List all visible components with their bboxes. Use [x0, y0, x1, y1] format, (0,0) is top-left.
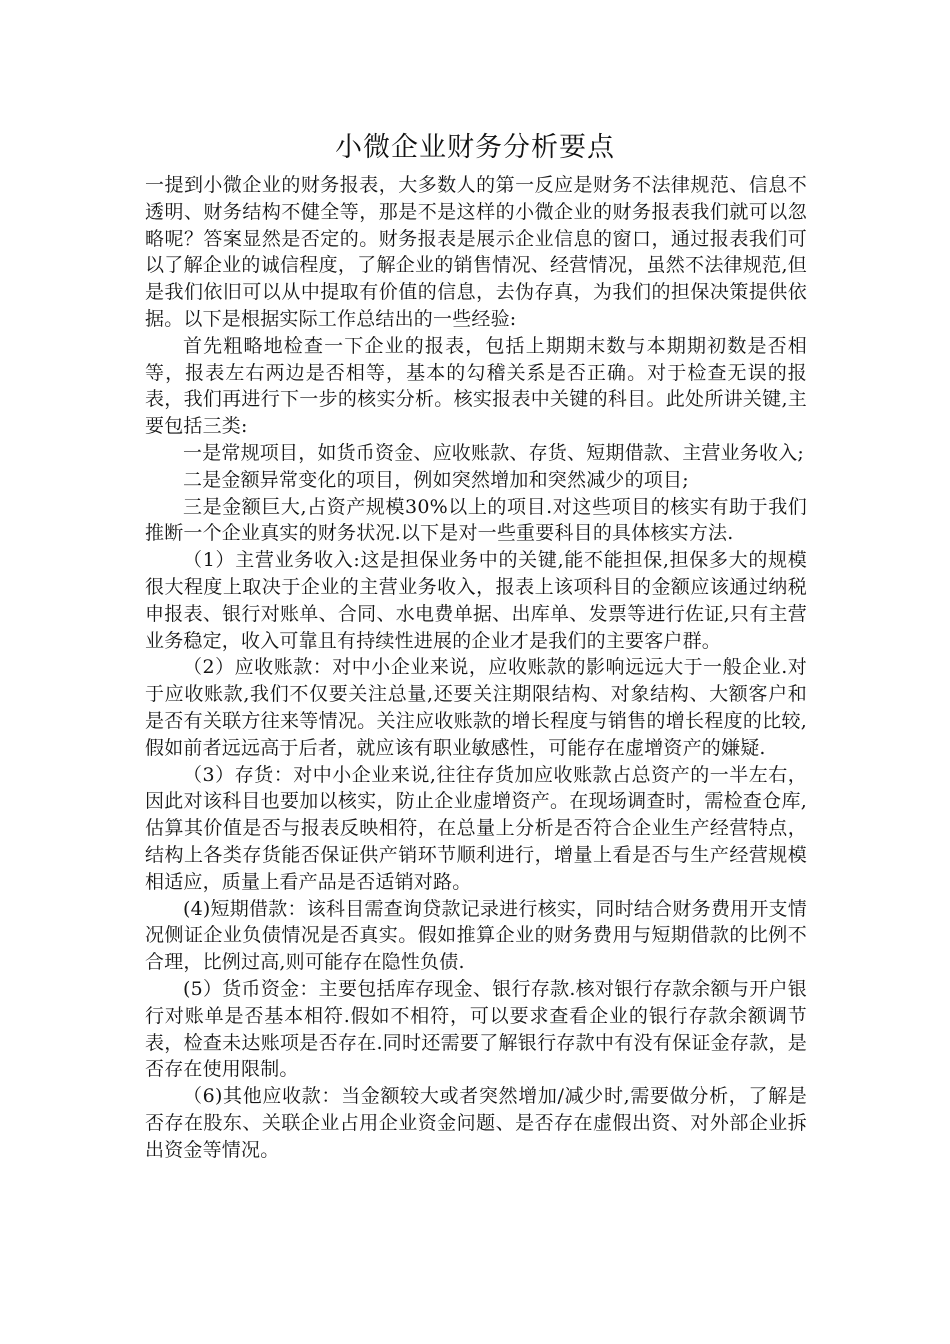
- paragraph-check-reports: 首先粗略地检查一下企业的报表，包括上期期末数与本期期初数是否相等，报表左右两边是否相等，基本的勾稽关系是否正确。对于检查无误的报表，我们再进行下一步的核实分析。核实报表中关键的科目。此处所讲关键,主要包括三类:: [145, 334, 807, 438]
- paragraph-category-three: 三是金额巨大,占资产规模30%以上的项目.对这些项目的核实有助于我们推断一个企业真实的财务状况.以下是对一些重要科目的具体核实方法.: [145, 495, 807, 545]
- paragraph-category-one: 一是常规项目，如货币资金、应收账款、存货、短期借款、主营业务收入;: [183, 441, 805, 464]
- document-body: [145, 172, 807, 1163]
- document-title: 小微企业财务分析要点: [335, 132, 615, 163]
- paragraph-main-revenue: （1）主营业务收入:这是担保业务中的关键,能不能担保,担保多大的规模很大程度上取决于企业的主营业务收入，报表上该项科目的金额应该通过纳税申报表、银行对账单、合同、水电费单据、出库单、发票等进行佐证,只有主营业务稳定，收入可靠且有持续性进展的企业才是我们的主要客户群。: [145, 549, 807, 652]
- paragraph-intro: 一提到小微企业的财务报表，大多数人的第一反应是财务不法律规范、信息不透明、财务结构不健全等，那是不是这样的小微企业的财务报表我们就可以忽略呢？答案显然是否定的。财务报表是展示企业信息的窗口，通过报表我们可以了解企业的诚信程度，了解企业的销售情况、经营情况，虽然不法律规范,但是我们依旧可以从中提取有价值的信息，去伪存真，为我们的担保决策提供依据。以下是根据实际工作总结出的一些经验:: [145, 174, 807, 330]
- paragraph-other-receivables: （6)其他应收款：当金额较大或者突然增加/减少时,需要做分析，了解是否存在股东、关联企业占用企业资金问题、是否存在虚假出资、对外部企业拆出资金等情况。: [145, 1085, 807, 1161]
- paragraph-receivables: （2）应收账款：对中小企业来说，应收账款的影响远远大于一般企业.对于应收账款,我们不仅要关注总量,还要关注期限结构、对象结构、大额客户和是否有关联方往来等情况。关注应收账款的增长程度与销售的增长程度的比较,假如前者远远高于后者，就应该有职业敏感性，可能存在虚增资产的嫌疑.: [145, 656, 807, 759]
- paragraph-short-term-loans: (4)短期借款：该科目需查询贷款记录进行核实，同时结合财务费用开支情况侧证企业负债情况是否真实。假如推算企业的财务费用与短期借款的比例不合理，比例过高,则可能存在隐性负债.: [145, 897, 807, 974]
- paragraph-cash: (5）货币资金：主要包括库存现金、银行存款.核对银行存款余额与开户银行对账单是否基本相符.假如不相符，可以要求查看企业的银行存款余额调节表，检查未达账项是否存在.同时还需要了解银行存款中有没有保证金存款，是否存在使用限制。: [145, 977, 807, 1081]
- paragraph-inventory: （3）存货：对中小企业来说,往往存货加应收账款占总资产的一半左右，因此对该科目也要加以核实，防止企业虚增资产。在现场调查时，需检查仓库,估算其价值是否与报表反映相符，在总量上分析是否符合企业生产经营特点，结构上各类存货能否保证供产销环节顺利进行，增量上看是否与生产经营规模相适应，质量上看产品是否适销对路。: [145, 763, 807, 893]
- paragraph-category-two: 二是金额异常变化的项目，例如突然增加和突然减少的项目;: [183, 468, 689, 491]
